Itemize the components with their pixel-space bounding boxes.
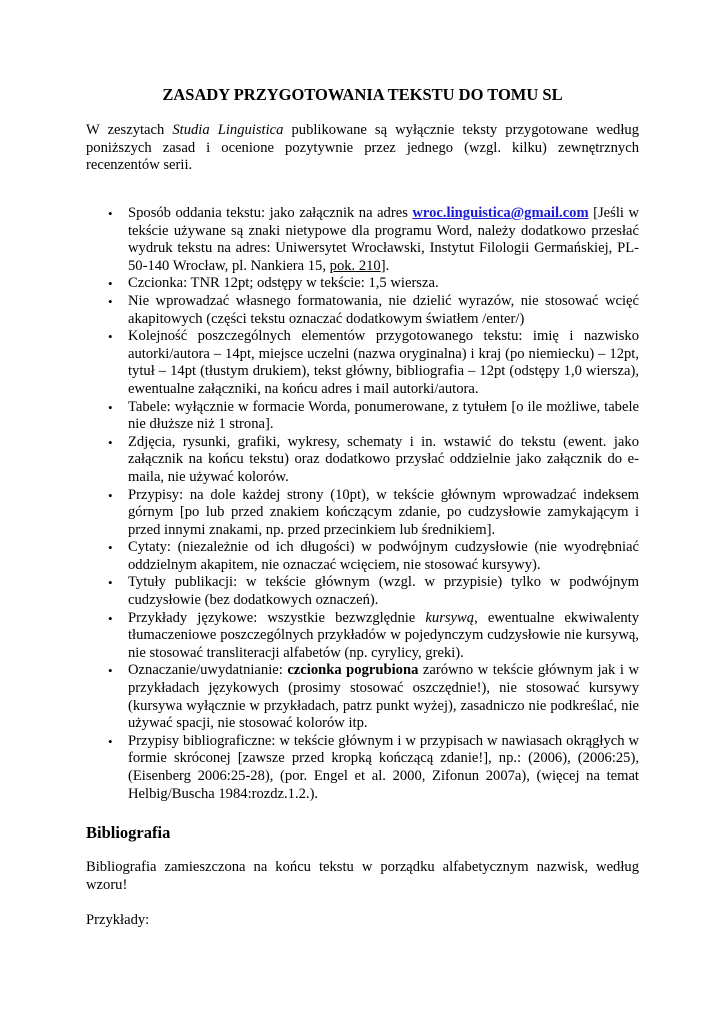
rule-element-order [86,328,639,398]
bullet-icon: • [108,206,113,221]
rule-font [86,275,639,293]
rule-citations [86,733,639,803]
bullet-icon: • [108,293,113,309]
rule-emphasis-a: Oznaczanie/uwydatnianie: [128,662,288,679]
bullet-icon: • [108,575,113,591]
rule-formatting-text: Nie wprowadzać własnego formatowania, nie dzielić wyrazów, nie stosować wcięć akapitowych (części tekstu oznaczać dodatkowym światłem /enter/) [128,292,639,327]
rule-language-examples-a: Przykłady językowe: wszystkie bezwzględnie [128,609,426,626]
email-link[interactable]: wroc.linguistica@gmail.com [412,205,589,221]
bullet-icon: • [108,329,113,345]
rule-element-order-text: Kolejność poszczególnych elementów przygotowanego tekstu: imię i nazwisko autorki/autora – 14pt, miejsce uczelni (nazwa oryginalna) i kraj (po niemiecku) – 12pt, tytuł – 14pt (tłustym drukiem), tekst główny, bibliografia – 12pt (odstępy 1,0 wiersza), ewentualne załączniki, na końcu adres i mail autorki/autora. [128,328,639,397]
rule-font-text: Czcionka: TNR 12pt; odstępy w tekście: 1,5 wiersza. [128,275,439,292]
bibliography-text: Bibliografia zamieszczona na końcu tekstu w porządku alfabetycznym nazwisk, według wzoru! [86,859,639,893]
rule-citations-text: Przypisy bibliograficzne: w tekście głównym i w przypisach w nawiasach okrągłych w formie skróconej [zawsze przed kropką kończącą zdanie!], np.: (2006), (2006:25), (Eisenberg 2006:25-28), (por. Engel et al. 2000, Zifonun 2007a), (więcej na temat Helbig/Buscha 1984:rozdz.1.2.). [128,732,639,802]
rule-publication-titles-text: Tytuły publikacji: w tekście głównym (wzgl. w przypisie) tylko w podwójnym cudzysłowie (bez dodatkowych oznaczeń). [128,574,639,609]
rules-list [86,205,639,803]
bullet-icon: • [108,487,113,503]
rule-language-examples-b: , ewentualne ekwiwalenty tłumaczeniowe poszczególnych przykładów w pojedynczym cudzysłowie nie kursywą, nie stosować transliteracji alfabetów (np. cyrylicy, greki). [128,609,639,661]
rule-formatting [86,293,639,328]
rule-emphasis-b: zarówno w tekście głównym jak i w przykładach językowych (prosimy stosować oszczędnie!), nie stosować kursywy (kursywa wyłącznie w przykładach, patrz punkt wyżej), zasadniczo nie podkreślać, nie używać spacji, nie stosować kolorów itp. [128,662,639,732]
rule-images-text: Zdjęcia, rysunki, grafiki, wykresy, schematy i in. wstawić do tekstu (ewent. jako załącznik na końcu tekstu) oraz dodatkowo przysłać oddzielnie jako załącznik do e-maila, nie używać kolorów. [128,433,639,485]
room-number: pok. 210 [329,257,381,274]
rule-footnotes-text: Przypisy: na dole każdej strony (10pt), w tekście głównym wprowadzać indeksem górnym [po lub przed znakiem kończącym zdanie, po cudzysłowie zamykającym i przed innymi znakami, np. przed przecinkiem lub średnikiem]. [128,486,639,538]
rule-tables [86,399,639,434]
rule-tables-text: Tabele: wyłącznie w formacie Worda, ponumerowane, z tytułem [o ile możliwe, tabele nie dłuższe niż 1 strona]. [128,398,639,433]
rule-submission-b: [Jeśli w tekście używane są znaki nietypowe dla programu Word, należy dodatkowo przesłać wydruk tekstu na adres: Uniwersytet Wrocławski, Instytut Filologii Germańskiej, PL-50-140 Wrocław, pl. Nankiera 15, [128,205,639,274]
rule-submission-a: Sposób oddania tekstu: jako załącznik na adres [128,205,413,221]
page-title: ZASADY PRZYGOTOWANIA TEKSTU DO TOMU SL [162,85,563,104]
rule-language-examples [86,610,639,663]
rule-submission-c: ]. [380,257,390,274]
rule-emphasis-bold: czcionka pogrubiona [287,662,419,679]
rule-language-examples-italic: kursywą [425,609,475,626]
bullet-icon: • [108,276,113,292]
intro-journal-name: Studia Linguistica [172,122,284,138]
rule-quotes [86,539,639,574]
rule-emphasis [86,662,639,732]
bibliography-heading: Bibliografia [86,823,171,842]
intro-paragraph [86,122,639,175]
rule-footnotes [86,487,639,540]
bullet-icon: • [108,399,113,415]
bullet-icon: • [108,610,113,626]
rule-publication-titles [86,574,639,609]
rule-images [86,434,639,487]
bullet-icon: • [108,434,113,450]
rule-quotes-text: Cytaty: (niezależnie od ich długości) w podwójnym cudzysłowie (nie wyodrębniać oddzielnym akapitem, nie oznaczać wcięciem, nie stosować kursywy). [128,539,639,573]
intro-post: publikowane są wyłącznie teksty przygotowane według poniższych zasad i ocenione pozytywnie przez jednego (wzgl. kilku) zewnętrznych recenzentów serii. [86,122,639,174]
examples-label: Przykłady: [86,912,150,928]
bullet-icon: • [108,733,113,749]
bullet-icon: • [108,663,113,679]
intro-pre: W zeszytach [86,122,173,138]
rule-submission [86,205,639,275]
bullet-icon: • [108,540,113,556]
